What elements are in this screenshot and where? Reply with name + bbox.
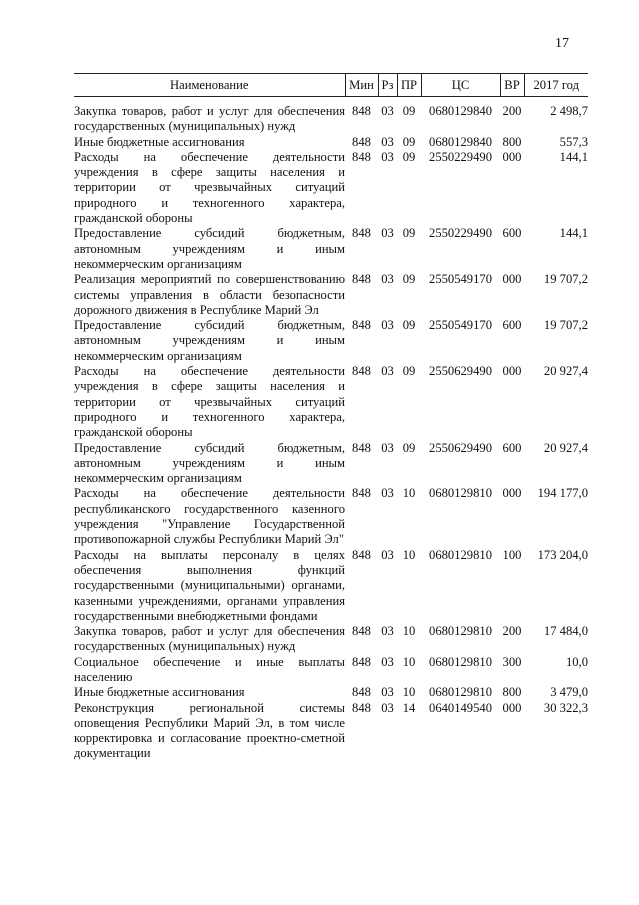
- column-header-cs: ЦС: [421, 74, 500, 97]
- row-vr-cell: 000: [502, 149, 522, 164]
- row-amount-cell: 19 707,2: [543, 318, 588, 333]
- row-pr-cell: 09: [402, 440, 416, 455]
- row-vr-cell: 000: [502, 272, 522, 287]
- row-min-cell: 848: [352, 149, 371, 164]
- row-cs-cell: 0680129810: [429, 547, 492, 562]
- row-cs-cell: 0680129810: [429, 486, 492, 501]
- table-row: [74, 364, 588, 440]
- row-rz-cell: 03: [381, 654, 394, 669]
- row-name-cell: Иные бюджетные ассигнования: [74, 134, 245, 149]
- row-min-cell: 848: [352, 440, 371, 455]
- table-row: [74, 486, 588, 547]
- row-min-cell: 848: [352, 700, 371, 715]
- row-pr-cell: 09: [402, 364, 416, 379]
- row-cs-cell: 0640149540: [429, 700, 492, 715]
- row-pr-cell: 14: [402, 700, 416, 715]
- column-header-name: Наименование: [74, 74, 345, 97]
- row-rz-cell: 03: [381, 272, 394, 287]
- row-name-cell: Расходы на обеспечение деятельности учреждения в сфере защиты населения и территории от чрезвычайных ситуаций природного и техногенного характера, гражданской обороны: [74, 364, 345, 440]
- row-vr-cell: 200: [502, 624, 522, 639]
- row-name-cell: Предоставление субсидий бюджетным, автономным учреждениям и иным некоммерческим организациям: [74, 440, 345, 486]
- row-rz-cell: 03: [381, 685, 394, 700]
- table-row: [74, 318, 588, 364]
- row-vr-cell: 800: [502, 134, 522, 149]
- row-vr-cell: 800: [502, 685, 522, 700]
- column-header-vr: ВР: [500, 74, 524, 97]
- row-rz-cell: 03: [381, 318, 394, 333]
- row-amount-cell: 557,3: [559, 134, 588, 149]
- row-rz-cell: 03: [381, 624, 394, 639]
- row-pr-cell: 09: [402, 149, 416, 164]
- row-min-cell: 848: [352, 547, 371, 562]
- row-cs-cell: 2550549170: [429, 318, 492, 333]
- column-header-pr: ПР: [397, 74, 421, 97]
- table-row: [74, 135, 588, 150]
- row-pr-cell: 09: [402, 134, 416, 149]
- row-pr-cell: 09: [402, 272, 416, 287]
- row-min-cell: 848: [352, 134, 371, 149]
- row-cs-cell: 2550229490: [429, 226, 492, 241]
- row-rz-cell: 03: [381, 226, 394, 241]
- row-cs-cell: 2550549170: [429, 272, 492, 287]
- budget-table: [74, 73, 588, 762]
- table-row: [74, 272, 588, 318]
- row-amount-cell: 20 927,4: [543, 364, 588, 379]
- table-row: [74, 685, 588, 700]
- row-vr-cell: 000: [502, 486, 522, 501]
- row-min-cell: 848: [352, 624, 371, 639]
- row-rz-cell: 03: [381, 440, 394, 455]
- row-name-cell: Расходы на обеспечение деятельности республиканского государственного казенного учреждения "Управление Государственной противопожарной службы Республики Марий Эл": [74, 486, 345, 547]
- row-amount-cell: 17 484,0: [543, 624, 588, 639]
- row-amount-cell: 144,1: [559, 149, 588, 164]
- row-pr-cell: 10: [402, 685, 416, 700]
- row-pr-cell: 10: [402, 547, 416, 562]
- table-header-row: [74, 74, 588, 97]
- row-amount-cell: 20 927,4: [543, 440, 588, 455]
- row-min-cell: 848: [352, 654, 371, 669]
- table-row: [74, 150, 588, 226]
- row-rz-cell: 03: [381, 134, 394, 149]
- row-vr-cell: 100: [502, 547, 522, 562]
- table-row: [74, 701, 588, 762]
- row-name-cell: Закупка товаров, работ и услуг для обеспечения государственных (муниципальных) нужд: [74, 104, 345, 134]
- table-row: [74, 624, 588, 655]
- row-vr-cell: 000: [502, 364, 522, 379]
- row-pr-cell: 09: [402, 104, 416, 118]
- table-row: [74, 655, 588, 686]
- page-number: 17: [555, 36, 569, 51]
- row-rz-cell: 03: [381, 149, 394, 164]
- row-cs-cell: 2550629490: [429, 440, 492, 455]
- row-vr-cell: 300: [502, 654, 522, 669]
- row-rz-cell: 03: [381, 700, 394, 715]
- row-vr-cell: 600: [502, 440, 522, 455]
- row-amount-cell: 2 498,7: [550, 104, 588, 118]
- row-name-cell: Расходы на выплаты персоналу в целях обеспечения выполнения функций государственными (муниципальными) органами, казенными учреждениями, органами управления государственными внебюджетными фондами: [74, 547, 345, 623]
- table-row: [74, 548, 588, 624]
- row-amount-cell: 194 177,0: [537, 486, 588, 501]
- row-name-cell: Иные бюджетные ассигнования: [74, 685, 245, 700]
- row-min-cell: 848: [352, 318, 371, 333]
- row-amount-cell: 144,1: [559, 226, 588, 241]
- row-rz-cell: 03: [381, 486, 394, 501]
- row-rz-cell: 03: [381, 547, 394, 562]
- row-cs-cell: 0680129840: [429, 104, 492, 118]
- row-min-cell: 848: [352, 104, 371, 118]
- row-vr-cell: 600: [502, 226, 522, 241]
- row-rz-cell: 03: [381, 104, 394, 118]
- row-pr-cell: 10: [402, 624, 416, 639]
- row-name-cell: Социальное обеспечение и иные выплаты населению: [74, 654, 345, 684]
- column-header-year: 2017 год: [524, 74, 588, 97]
- row-cs-cell: 2550229490: [429, 149, 492, 164]
- row-rz-cell: 03: [381, 364, 394, 379]
- row-name-cell: Реализация мероприятий по совершенствованию системы управления в области безопасности дорожного движения в Республике Марий Эл: [74, 272, 345, 317]
- row-amount-cell: 30 322,3: [543, 700, 588, 715]
- row-pr-cell: 09: [402, 226, 416, 241]
- row-amount-cell: 19 707,2: [543, 272, 588, 287]
- row-vr-cell: 000: [502, 700, 522, 715]
- row-name-cell: Расходы на обеспечение деятельности учреждения в сфере защиты населения и территории от чрезвычайных ситуаций природного и техногенного характера, гражданской обороны: [74, 149, 345, 226]
- row-min-cell: 848: [352, 226, 371, 241]
- table-row: [74, 441, 588, 487]
- row-name-cell: Предоставление субсидий бюджетным, автономным учреждениям и иным некоммерческим организациям: [74, 318, 345, 363]
- table-body: [74, 104, 588, 762]
- row-amount-cell: 3 479,0: [550, 685, 588, 700]
- row-amount-cell: 173 204,0: [537, 547, 588, 562]
- row-min-cell: 848: [352, 486, 371, 501]
- row-name-cell: Предоставление субсидий бюджетным, автономным учреждениям и иным некоммерческим организациям: [74, 226, 345, 271]
- row-min-cell: 848: [352, 272, 371, 287]
- row-amount-cell: 10,0: [565, 654, 588, 669]
- row-vr-cell: 200: [502, 104, 522, 118]
- row-name-cell: Закупка товаров, работ и услуг для обеспечения государственных (муниципальных) нужд: [74, 624, 345, 654]
- row-cs-cell: 0680129840: [429, 134, 492, 149]
- row-cs-cell: 0680129810: [429, 654, 492, 669]
- row-min-cell: 848: [352, 364, 371, 379]
- row-pr-cell: 10: [402, 654, 416, 669]
- table-row: [74, 104, 588, 135]
- row-pr-cell: 09: [402, 318, 416, 333]
- table-row: [74, 226, 588, 272]
- column-header-rz: Рз: [378, 74, 397, 97]
- row-pr-cell: 10: [402, 486, 416, 501]
- row-cs-cell: 2550629490: [429, 364, 492, 379]
- row-cs-cell: 0680129810: [429, 624, 492, 639]
- row-min-cell: 848: [352, 685, 371, 700]
- row-cs-cell: 0680129810: [429, 685, 492, 700]
- row-name-cell: Реконструкция региональной системы оповещения Республики Марий Эл, в том числе корректировка и согласование проектно-сметной документации: [74, 700, 345, 761]
- column-header-min: Мин: [345, 74, 378, 97]
- row-vr-cell: 600: [502, 318, 522, 333]
